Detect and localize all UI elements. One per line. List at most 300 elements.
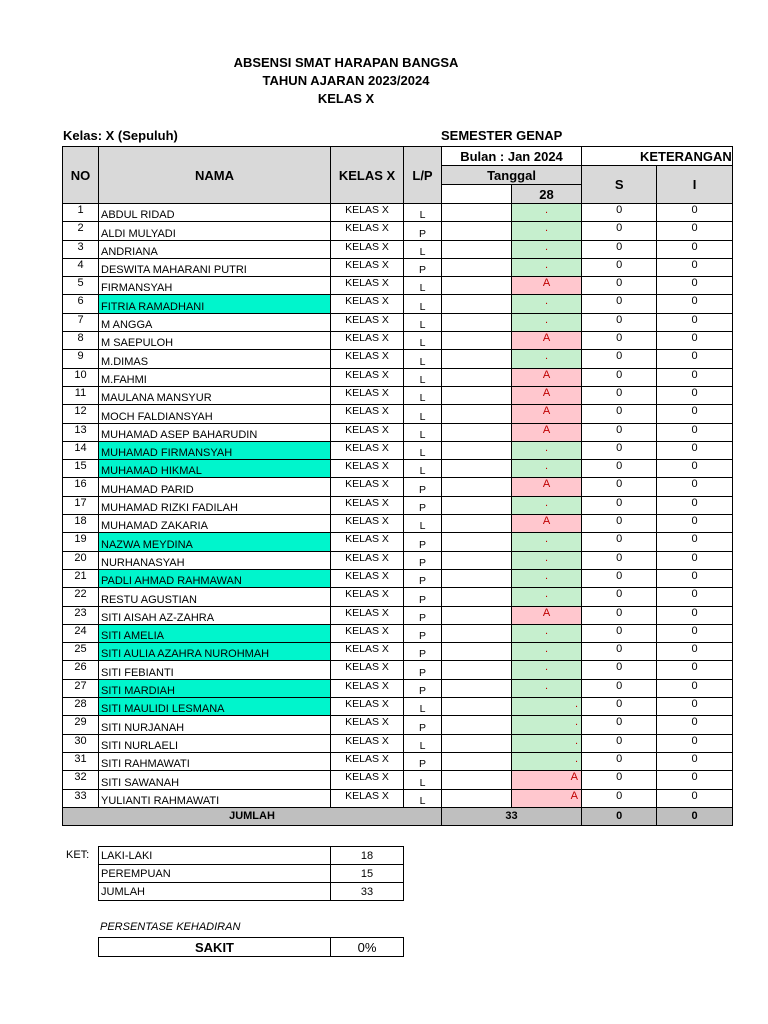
row-nama: SITI NURLAELI (99, 734, 331, 752)
row-s: 0 (582, 350, 657, 368)
row-attendance-mark: . (512, 295, 582, 313)
row-i: 0 (657, 423, 732, 441)
row-s: 0 (582, 588, 657, 606)
row-i: 0 (657, 240, 732, 258)
row-lp: L (404, 789, 442, 807)
row-nama: MOCH FALDIANSYAH (99, 405, 331, 423)
row-no: 13 (63, 423, 99, 441)
row-kelas: KELAS X (331, 716, 404, 734)
row-date-blank (442, 313, 512, 331)
header-keterangan: KETERANGAN (582, 147, 733, 166)
row-s: 0 (582, 258, 657, 276)
row-attendance-mark: A (512, 606, 582, 624)
row-date-blank (442, 606, 512, 624)
table-row (63, 496, 733, 514)
row-nama: ABDUL RIDAD (99, 204, 331, 222)
row-s: 0 (582, 533, 657, 551)
row-date-blank (442, 752, 512, 770)
row-date-blank (442, 533, 512, 551)
row-s: 0 (582, 752, 657, 770)
row-date-blank (442, 204, 512, 222)
row-attendance-mark: . (512, 698, 582, 716)
table-row (63, 533, 733, 551)
row-i: 0 (657, 405, 732, 423)
table-row (63, 441, 733, 459)
row-date-blank (442, 386, 512, 404)
header-i: I (657, 166, 732, 204)
row-nama: FITRIA RAMADHANI (99, 295, 331, 313)
row-kelas: KELAS X (331, 752, 404, 770)
row-attendance-mark: . (512, 588, 582, 606)
row-date-blank (442, 515, 512, 533)
row-lp: L (404, 515, 442, 533)
row-no: 29 (63, 716, 99, 734)
row-s: 0 (582, 460, 657, 478)
row-nama: SITI SAWANAH (99, 771, 331, 789)
row-attendance-mark: A (512, 789, 582, 807)
header-tanggal: Tanggal (442, 166, 582, 185)
row-s: 0 (582, 734, 657, 752)
row-kelas: KELAS X (331, 679, 404, 697)
row-kelas: KELAS X (331, 204, 404, 222)
row-kelas: KELAS X (331, 533, 404, 551)
row-kelas: KELAS X (331, 240, 404, 258)
row-date-blank (442, 368, 512, 386)
row-attendance-mark: . (512, 258, 582, 276)
row-date-blank (442, 258, 512, 276)
row-s: 0 (582, 313, 657, 331)
row-date-blank (442, 698, 512, 716)
row-attendance-mark: . (512, 240, 582, 258)
row-attendance-mark: A (512, 771, 582, 789)
header-kelas: KELAS X (331, 147, 404, 204)
row-date-blank (442, 478, 512, 496)
row-kelas: KELAS X (331, 734, 404, 752)
row-nama: MUHAMAD RIZKI FADILAH (99, 496, 331, 514)
row-lp: P (404, 679, 442, 697)
table-row (63, 569, 733, 587)
row-no: 30 (63, 734, 99, 752)
table-row (63, 643, 733, 661)
row-lp: P (404, 551, 442, 569)
row-i: 0 (657, 277, 732, 295)
table-row (63, 386, 733, 404)
table-row (63, 350, 733, 368)
row-nama: SITI FEBIANTI (99, 661, 331, 679)
table-row (63, 789, 733, 807)
row-i: 0 (657, 569, 732, 587)
row-kelas: KELAS X (331, 771, 404, 789)
row-i: 0 (657, 258, 732, 276)
row-i: 0 (657, 698, 732, 716)
row-attendance-mark: A (512, 515, 582, 533)
row-date-blank (442, 569, 512, 587)
row-s: 0 (582, 277, 657, 295)
row-i: 0 (657, 441, 732, 459)
row-i: 0 (657, 496, 732, 514)
row-date-blank (442, 643, 512, 661)
sakit-value: 0% (331, 938, 404, 957)
row-i: 0 (657, 533, 732, 551)
row-lp: P (404, 606, 442, 624)
row-lp: P (404, 643, 442, 661)
footer-jumlah-label: JUMLAH (63, 807, 442, 825)
header-nama: NAMA (99, 147, 331, 204)
table-row (63, 460, 733, 478)
row-kelas: KELAS X (331, 460, 404, 478)
row-s: 0 (582, 698, 657, 716)
table-row (63, 771, 733, 789)
row-no: 11 (63, 386, 99, 404)
row-no: 23 (63, 606, 99, 624)
row-attendance-mark: . (512, 496, 582, 514)
row-attendance-mark: . (512, 569, 582, 587)
table-row (63, 277, 733, 295)
row-attendance-mark: . (512, 734, 582, 752)
row-nama: FIRMANSYAH (99, 277, 331, 295)
row-kelas: KELAS X (331, 551, 404, 569)
row-attendance-mark: . (512, 679, 582, 697)
row-no: 27 (63, 679, 99, 697)
row-lp: P (404, 752, 442, 770)
row-date-blank (442, 423, 512, 441)
row-lp: L (404, 771, 442, 789)
row-no: 8 (63, 332, 99, 350)
row-nama: NURHANASYAH (99, 551, 331, 569)
row-attendance-mark: . (512, 716, 582, 734)
row-no: 31 (63, 752, 99, 770)
row-attendance-mark: A (512, 405, 582, 423)
row-nama: MAULANA MANSYUR (99, 386, 331, 404)
row-attendance-mark: . (512, 441, 582, 459)
row-lp: P (404, 716, 442, 734)
row-nama: YULIANTI RAHMAWATI (99, 789, 331, 807)
header-s: S (582, 166, 657, 204)
row-kelas: KELAS X (331, 277, 404, 295)
row-no: 10 (63, 368, 99, 386)
row-attendance-mark: . (512, 661, 582, 679)
row-s: 0 (582, 295, 657, 313)
table-row (63, 752, 733, 770)
table-row (63, 551, 733, 569)
row-no: 3 (63, 240, 99, 258)
row-i: 0 (657, 771, 732, 789)
row-lp: L (404, 368, 442, 386)
row-nama: M ANGGA (99, 313, 331, 331)
row-lp: L (404, 386, 442, 404)
summary-row (99, 865, 404, 883)
row-no: 18 (63, 515, 99, 533)
summary-row (99, 883, 404, 901)
row-i: 0 (657, 734, 732, 752)
row-no: 6 (63, 295, 99, 313)
summary-label: LAKI-LAKI (99, 847, 331, 865)
row-attendance-mark: A (512, 386, 582, 404)
row-nama: M.DIMAS (99, 350, 331, 368)
row-nama: ALDI MULYADI (99, 222, 331, 240)
row-s: 0 (582, 606, 657, 624)
row-attendance-mark: . (512, 313, 582, 331)
row-kelas: KELAS X (331, 661, 404, 679)
row-lp: L (404, 295, 442, 313)
row-nama: SITI AMELIA (99, 624, 331, 642)
row-kelas: KELAS X (331, 606, 404, 624)
ket-label: KET: (66, 849, 90, 861)
row-nama: M.FAHMI (99, 368, 331, 386)
class-label: Kelas: X (Sepuluh) (63, 128, 178, 143)
row-nama: MUHAMAD HIKMAL (99, 460, 331, 478)
attendance-table (62, 146, 733, 826)
summary-label: JUMLAH (99, 883, 331, 901)
row-date-blank (442, 661, 512, 679)
row-date-blank (442, 789, 512, 807)
table-row (63, 423, 733, 441)
row-kelas: KELAS X (331, 222, 404, 240)
row-no: 14 (63, 441, 99, 459)
row-kelas: KELAS X (331, 258, 404, 276)
header-no: NO (63, 147, 99, 204)
class-title: KELAS X (317, 91, 375, 106)
table-row (63, 313, 733, 331)
row-date-blank (442, 679, 512, 697)
row-no: 2 (63, 222, 99, 240)
row-nama: DESWITA MAHARANI PUTRI (99, 258, 331, 276)
table-row (63, 588, 733, 606)
row-i: 0 (657, 588, 732, 606)
row-i: 0 (657, 789, 732, 807)
attendance-rows (63, 204, 733, 808)
attendance-percentage-heading: PERSENTASE KEHADIRAN (100, 921, 241, 933)
row-kelas: KELAS X (331, 350, 404, 368)
row-lp: P (404, 496, 442, 514)
row-i: 0 (657, 204, 732, 222)
row-nama: SITI AISAH AZ-ZAHRA (99, 606, 331, 624)
row-s: 0 (582, 386, 657, 404)
row-s: 0 (582, 771, 657, 789)
row-s: 0 (582, 624, 657, 642)
row-s: 0 (582, 423, 657, 441)
row-nama: SITI AULIA AZAHRA NUROHMAH (99, 643, 331, 661)
row-lp: L (404, 332, 442, 350)
footer-total: 33 (442, 807, 582, 825)
table-row (63, 661, 733, 679)
row-lp: L (404, 441, 442, 459)
row-i: 0 (657, 661, 732, 679)
gender-summary-table (98, 846, 404, 901)
row-date-blank (442, 588, 512, 606)
row-kelas: KELAS X (331, 405, 404, 423)
row-s: 0 (582, 204, 657, 222)
row-s: 0 (582, 240, 657, 258)
footer-i-total: 0 (657, 807, 732, 825)
row-i: 0 (657, 716, 732, 734)
row-kelas: KELAS X (331, 368, 404, 386)
table-row (63, 515, 733, 533)
table-row (63, 679, 733, 697)
row-no: 7 (63, 313, 99, 331)
row-no: 32 (63, 771, 99, 789)
row-no: 22 (63, 588, 99, 606)
row-no: 28 (63, 698, 99, 716)
row-kelas: KELAS X (331, 698, 404, 716)
row-no: 4 (63, 258, 99, 276)
row-lp: L (404, 698, 442, 716)
row-attendance-mark: A (512, 478, 582, 496)
row-attendance-mark: A (512, 423, 582, 441)
row-kelas: KELAS X (331, 386, 404, 404)
row-nama: SITI NURJANAH (99, 716, 331, 734)
row-i: 0 (657, 368, 732, 386)
row-date-blank (442, 624, 512, 642)
row-date-blank (442, 771, 512, 789)
row-no: 19 (63, 533, 99, 551)
row-kelas: KELAS X (331, 643, 404, 661)
row-lp: P (404, 478, 442, 496)
row-kelas: KELAS X (331, 478, 404, 496)
row-date-blank (442, 460, 512, 478)
row-s: 0 (582, 515, 657, 533)
header-bulan: Bulan : Jan 2024 (442, 147, 582, 166)
row-lp: L (404, 734, 442, 752)
row-s: 0 (582, 478, 657, 496)
header-lp: L/P (404, 147, 442, 204)
row-s: 0 (582, 716, 657, 734)
row-nama: SITI RAHMAWATI (99, 752, 331, 770)
row-attendance-mark: . (512, 752, 582, 770)
row-kelas: KELAS X (331, 624, 404, 642)
row-date-blank (442, 405, 512, 423)
row-s: 0 (582, 405, 657, 423)
row-lp: P (404, 661, 442, 679)
row-nama: SITI MARDIAH (99, 679, 331, 697)
row-nama: MUHAMAD PARID (99, 478, 331, 496)
row-attendance-mark: . (512, 460, 582, 478)
row-lp: L (404, 204, 442, 222)
row-kelas: KELAS X (331, 569, 404, 587)
table-row (63, 478, 733, 496)
row-nama: M SAEPULOH (99, 332, 331, 350)
semester-label: SEMESTER GENAP (441, 128, 563, 143)
row-s: 0 (582, 441, 657, 459)
row-date-blank (442, 551, 512, 569)
row-date-blank (442, 222, 512, 240)
row-lp: P (404, 533, 442, 551)
row-no: 20 (63, 551, 99, 569)
row-nama: ANDRIANA (99, 240, 331, 258)
row-nama: NAZWA MEYDINA (99, 533, 331, 551)
report-title: ABSENSI SMAT HARAPAN BANGSA (233, 55, 459, 70)
row-i: 0 (657, 515, 732, 533)
row-date-blank (442, 295, 512, 313)
row-s: 0 (582, 551, 657, 569)
row-s: 0 (582, 661, 657, 679)
row-i: 0 (657, 295, 732, 313)
row-s: 0 (582, 789, 657, 807)
row-date-blank (442, 441, 512, 459)
row-kelas: KELAS X (331, 295, 404, 313)
row-kelas: KELAS X (331, 441, 404, 459)
row-lp: P (404, 588, 442, 606)
row-kelas: KELAS X (331, 313, 404, 331)
table-row (63, 405, 733, 423)
row-nama: RESTU AGUSTIAN (99, 588, 331, 606)
table-row (63, 606, 733, 624)
row-no: 12 (63, 405, 99, 423)
row-lp: P (404, 222, 442, 240)
row-date-blank (442, 277, 512, 295)
row-s: 0 (582, 679, 657, 697)
table-row (63, 368, 733, 386)
row-attendance-mark: . (512, 643, 582, 661)
row-no: 33 (63, 789, 99, 807)
row-no: 16 (63, 478, 99, 496)
row-i: 0 (657, 350, 732, 368)
row-attendance-mark: A (512, 332, 582, 350)
row-date-blank (442, 240, 512, 258)
row-nama: PADLI AHMAD RAHMAWAN (99, 569, 331, 587)
row-attendance-mark: . (512, 350, 582, 368)
row-i: 0 (657, 313, 732, 331)
row-kelas: KELAS X (331, 496, 404, 514)
row-no: 9 (63, 350, 99, 368)
row-date-blank (442, 716, 512, 734)
table-row (63, 332, 733, 350)
header-date-blank (442, 185, 512, 204)
row-nama: MUHAMAD ZAKARIA (99, 515, 331, 533)
row-i: 0 (657, 332, 732, 350)
table-row (63, 716, 733, 734)
row-date-blank (442, 496, 512, 514)
row-s: 0 (582, 496, 657, 514)
row-attendance-mark: A (512, 277, 582, 295)
summary-value: 18 (331, 847, 404, 865)
row-lp: P (404, 624, 442, 642)
row-i: 0 (657, 606, 732, 624)
row-no: 24 (63, 624, 99, 642)
row-lp: L (404, 240, 442, 258)
summary-row (99, 847, 404, 865)
row-i: 0 (657, 386, 732, 404)
summary-value: 15 (331, 865, 404, 883)
row-s: 0 (582, 569, 657, 587)
row-attendance-mark: . (512, 624, 582, 642)
row-nama: MUHAMAD FIRMANSYAH (99, 441, 331, 459)
table-row (63, 698, 733, 716)
row-lp: L (404, 277, 442, 295)
row-s: 0 (582, 643, 657, 661)
sakit-percentage-table (98, 937, 404, 957)
row-i: 0 (657, 643, 732, 661)
table-row (63, 204, 733, 222)
row-no: 21 (63, 569, 99, 587)
row-no: 1 (63, 204, 99, 222)
header-date: 28 (512, 185, 582, 204)
row-s: 0 (582, 222, 657, 240)
row-nama: MUHAMAD ASEP BAHARUDIN (99, 423, 331, 441)
row-attendance-mark: . (512, 204, 582, 222)
table-row (63, 258, 733, 276)
row-no: 15 (63, 460, 99, 478)
row-i: 0 (657, 478, 732, 496)
summary-label: PEREMPUAN (99, 865, 331, 883)
row-kelas: KELAS X (331, 515, 404, 533)
row-no: 25 (63, 643, 99, 661)
row-lp: L (404, 313, 442, 331)
row-kelas: KELAS X (331, 588, 404, 606)
sakit-label: SAKIT (99, 938, 331, 957)
summary-value: 33 (331, 883, 404, 901)
row-no: 26 (63, 661, 99, 679)
